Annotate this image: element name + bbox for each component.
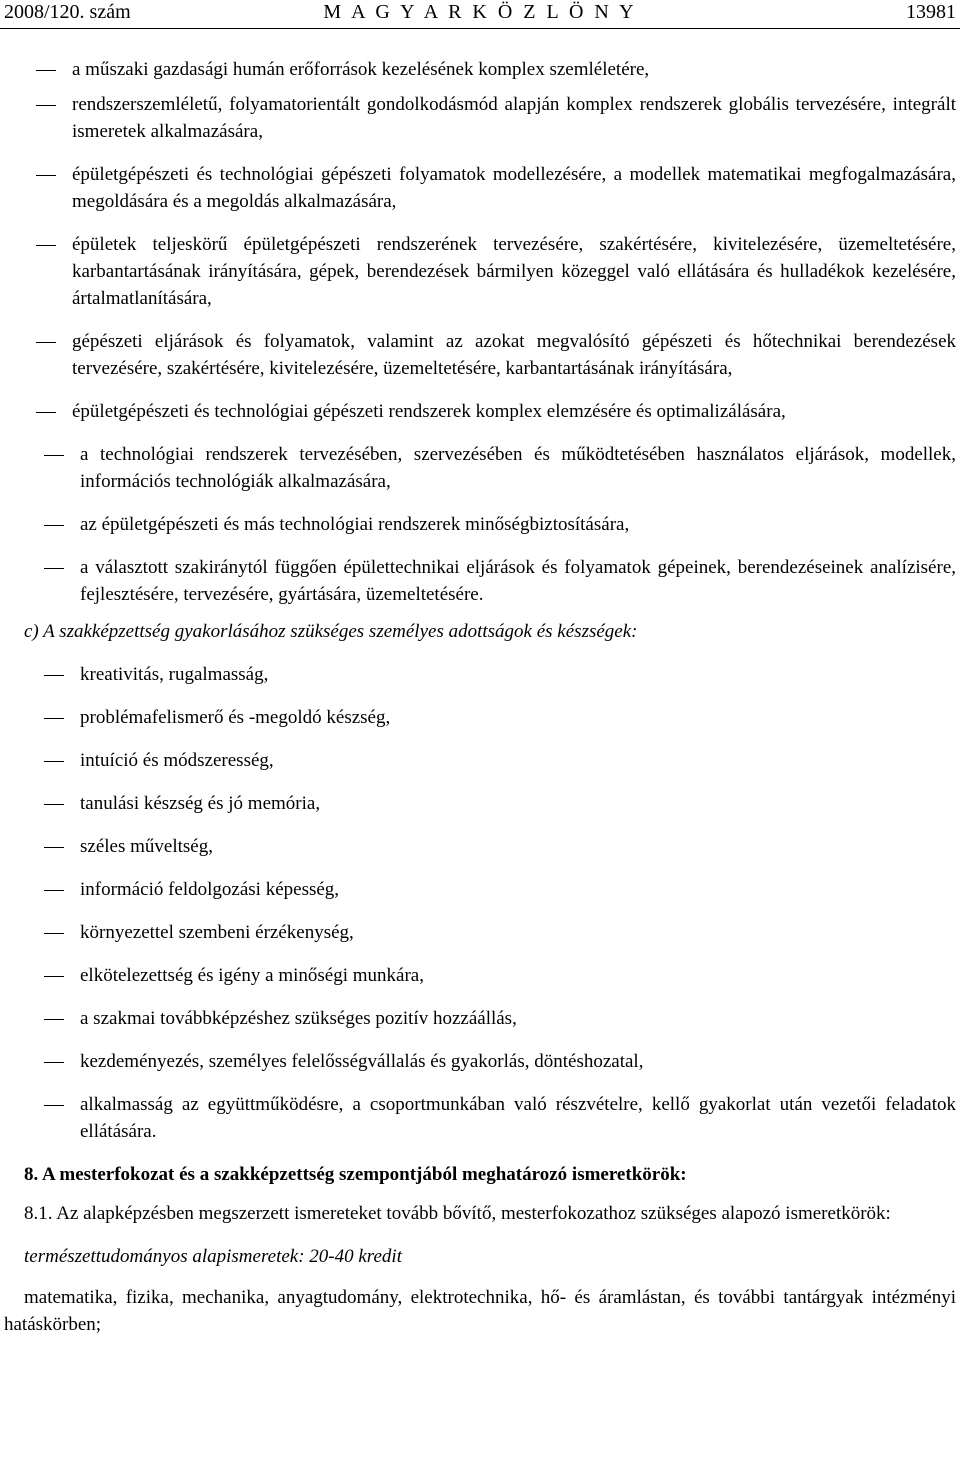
dash-icon xyxy=(44,804,64,805)
list-item: épületgépészeti és technológiai gépészeti folyamatok modellezésére, a modellek matematikai megfogalmazására, megoldására és a megoldás alkalmazására, xyxy=(0,161,960,215)
subheading-science-basics: természettudományos alapismeretek: 20-40 kredit xyxy=(24,1246,402,1267)
dash-icon xyxy=(44,675,64,676)
list-item: épületgépészeti és technológiai gépészeti rendszerek komplex elemzésére és optimalizálására, xyxy=(0,398,960,425)
list-item: kreativitás, rugalmasság, xyxy=(0,661,960,688)
dash-icon xyxy=(36,412,56,413)
paragraph-subjects: matematika, fizika, mechanika, anyagtudomány, elektrotechnika, hő- és áramlástan, és további tantárgyak intézményi hatáskörben; xyxy=(4,1287,956,1335)
list-item: a szakmai továbbképzéshez szükséges pozitív hozzáállás, xyxy=(0,1005,960,1032)
dash-icon xyxy=(44,1062,64,1063)
list-item: tanulási készség és jó memória, xyxy=(0,790,960,817)
dash-icon xyxy=(36,245,56,246)
list-item: kezdeményezés, személyes felelősségvállalás és gyakorlás, döntéshozatal, xyxy=(0,1048,960,1075)
dash-icon xyxy=(44,1019,64,1020)
list-item: alkalmasság az együttműködésre, a csoportmunkában való részvételre, kellő gyakorlat után vezetői feladatok ellátására. xyxy=(0,1091,960,1145)
dash-icon xyxy=(44,890,64,891)
list-item: rendszerszemléletű, folyamatorientált gondolkodásmód alapján komplex rendszerek globális tervezésére, integrált ismeretek alkalmazására, xyxy=(0,91,960,145)
list-item: intuíció és módszeresség, xyxy=(0,747,960,774)
dash-icon xyxy=(36,105,56,106)
heading-c: c) A szakképzettség gyakorlásához szükséges személyes adottságok és készségek: xyxy=(24,621,638,642)
dash-icon xyxy=(44,933,64,934)
list-item: problémafelismerő és -megoldó készség, xyxy=(0,704,960,731)
issue-number: 2008/120. szám xyxy=(4,1,131,23)
list-item: környezettel szembeni érzékenység, xyxy=(0,919,960,946)
page-body xyxy=(0,56,960,1338)
dash-icon xyxy=(36,70,56,71)
page-header xyxy=(0,0,960,26)
dash-icon xyxy=(44,976,64,977)
list-item: a választott szakiránytól függően épülettechnikai eljárások és folyamatok gépeinek, berendezéseinek analízisére, fejlesztésére, tervezésére, gyártására, üzemeltetésére. xyxy=(0,554,960,608)
section-8-heading: 8. A mesterfokozat és a szakképzettség szempontjából meghatározó ismeretkörök: xyxy=(24,1164,687,1185)
list-item: az épületgépészeti és más technológiai rendszerek minőségbiztosítására, xyxy=(0,511,960,538)
personal-abilities-list xyxy=(0,661,960,1145)
dash-icon xyxy=(44,761,64,762)
dash-icon xyxy=(36,175,56,176)
list-item: a technológiai rendszerek tervezésében, szervezésében és működtetésében használatos eljárások, modellek, információs technológiák alkalmazására, xyxy=(0,441,960,495)
dash-icon xyxy=(44,568,64,569)
list-item: a műszaki gazdasági humán erőforrások kezelésének komplex szemléletére, xyxy=(0,56,960,83)
list-item: elkötelezettség és igény a minőségi munkára, xyxy=(0,962,960,989)
list-item: széles műveltség, xyxy=(0,833,960,860)
competence-list xyxy=(0,56,960,608)
list-item: információ feldolgozási képesség, xyxy=(0,876,960,903)
paragraph-8-1: 8.1. Az alapképzésben megszerzett ismereteket tovább bővítő, mesterfokozathoz szükséges alapozó ismeretkörök: xyxy=(24,1203,891,1224)
page-number: 13981 xyxy=(906,1,956,23)
dash-icon xyxy=(44,525,64,526)
dash-icon xyxy=(36,342,56,343)
dash-icon xyxy=(44,455,64,456)
dash-icon xyxy=(44,847,64,848)
header-rule xyxy=(0,28,960,29)
dash-icon xyxy=(44,718,64,719)
list-item: épületek teljeskörű épületgépészeti rendszerének tervezésére, szakértésére, kivitelezésére, üzemeltetésére, karbantartásának irányítására, gépek, berendezések bármilyen közeggel való ellátására és hulladékok kezelésére, ártalmatlanítására, xyxy=(0,231,960,312)
dash-icon xyxy=(44,1105,64,1106)
list-item: gépészeti eljárások és folyamatok, valamint az azokat megvalósító gépészeti és hőtechnikai berendezések tervezésére, szakértésére, kivitelezésére, üzemeltetésére, karbantartásának irányítására, xyxy=(0,328,960,382)
journal-title: M A G Y A R K Ö Z L Ö N Y xyxy=(323,1,637,23)
